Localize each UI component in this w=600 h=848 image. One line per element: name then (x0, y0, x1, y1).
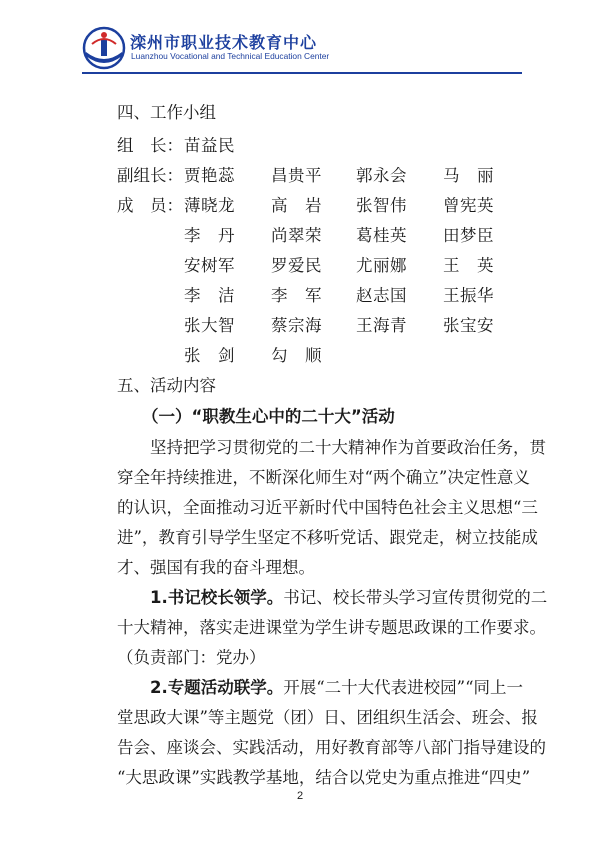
member-name: 张宝安 (443, 316, 494, 335)
item2-first-line (150, 678, 562, 698)
member-name: 李 洁 (184, 286, 235, 305)
item2-lead: 2.专题活动联学。 (150, 678, 284, 697)
letterhead (82, 26, 522, 74)
member-name: 曾宪英 (443, 196, 494, 215)
leader-label: 组 长： (117, 136, 183, 155)
member-name: 蔡宗海 (271, 316, 322, 335)
member-name: 李 丹 (184, 226, 235, 245)
member-name: 薄晓龙 (184, 196, 235, 215)
body-line: 十大精神，落实走进课堂为学生讲专题思政课的工作要求。 (117, 618, 546, 637)
member-label: 成 员： (117, 196, 183, 215)
member-name: 王海青 (356, 316, 407, 335)
body-line: 的认识，全面推动习近平新时代中国特色社会主义思想“三 (117, 498, 538, 517)
body-line: “大思政课”实践教学基地，结合以党史为重点推进“四史” (117, 768, 531, 787)
member-name: 张智伟 (356, 196, 407, 215)
header-divider (82, 72, 522, 74)
body-line: （负责部门：党办） (117, 648, 266, 667)
deputy-name: 马 丽 (443, 166, 494, 185)
member-name: 葛桂英 (356, 226, 407, 245)
member-name: 安树军 (184, 256, 235, 275)
member-name: 赵志国 (356, 286, 407, 305)
body-line: 进”，教育引导学生坚定不移听党话、跟党走，树立技能成 (117, 528, 538, 547)
member-name: 李 军 (271, 286, 322, 305)
item1-first-line (150, 588, 562, 608)
member-name: 王振华 (443, 286, 494, 305)
item1-text: 书记、校长带头学习宣传贯彻党的二 (283, 588, 548, 607)
body-line: 才、强国有我的奋斗理想。 (117, 558, 315, 577)
member-name: 张 剑 (184, 346, 235, 365)
deputy-label: 副组长： (117, 166, 183, 185)
leader-name: 苗益民 (184, 136, 235, 155)
member-name: 田梦臣 (443, 226, 494, 245)
section5-title: 五、活动内容 (117, 376, 216, 395)
body-line: 坚持把学习贯彻党的二十大精神作为首要政治任务，贯 (150, 438, 546, 457)
school-logo-icon (82, 26, 126, 70)
page-number: 2 (296, 790, 304, 802)
deputy-name: 郭永会 (356, 166, 407, 185)
member-name: 尤丽娜 (356, 256, 407, 275)
deputy-name: 昌贵平 (271, 166, 322, 185)
member-name: 高 岩 (271, 196, 322, 215)
section4-title: 四、工作小组 (117, 103, 216, 122)
member-name: 王 英 (443, 256, 494, 275)
item2-text: 开展“二十大代表进校园”“同上一 (283, 678, 524, 697)
org-name-chinese: 滦州市职业技术教育中心 (130, 33, 318, 52)
org-name-english: Luanzhou Vocational and Technical Education Center (131, 51, 330, 61)
deputy-name: 贾艳蕊 (184, 166, 235, 185)
body-line: 穿全年持续推进，不断深化师生对“两个确立”决定性意义 (117, 468, 530, 487)
member-name: 尚翠荣 (271, 226, 322, 245)
member-name: 勾 顺 (271, 346, 322, 365)
item1-lead: 1.书记校长领学。 (150, 588, 284, 607)
subsection1-title: （一）“职教生心中的二十大”活动 (142, 407, 395, 426)
body-line: 告会、座谈会、实践活动，用好教育部等八部门指导建设的 (117, 738, 546, 757)
member-name: 罗爱民 (271, 256, 322, 275)
body-line: 堂思政大课”等主题党（团）日、团组织生活会、班会、报 (117, 708, 538, 727)
member-name: 张大智 (184, 316, 235, 335)
